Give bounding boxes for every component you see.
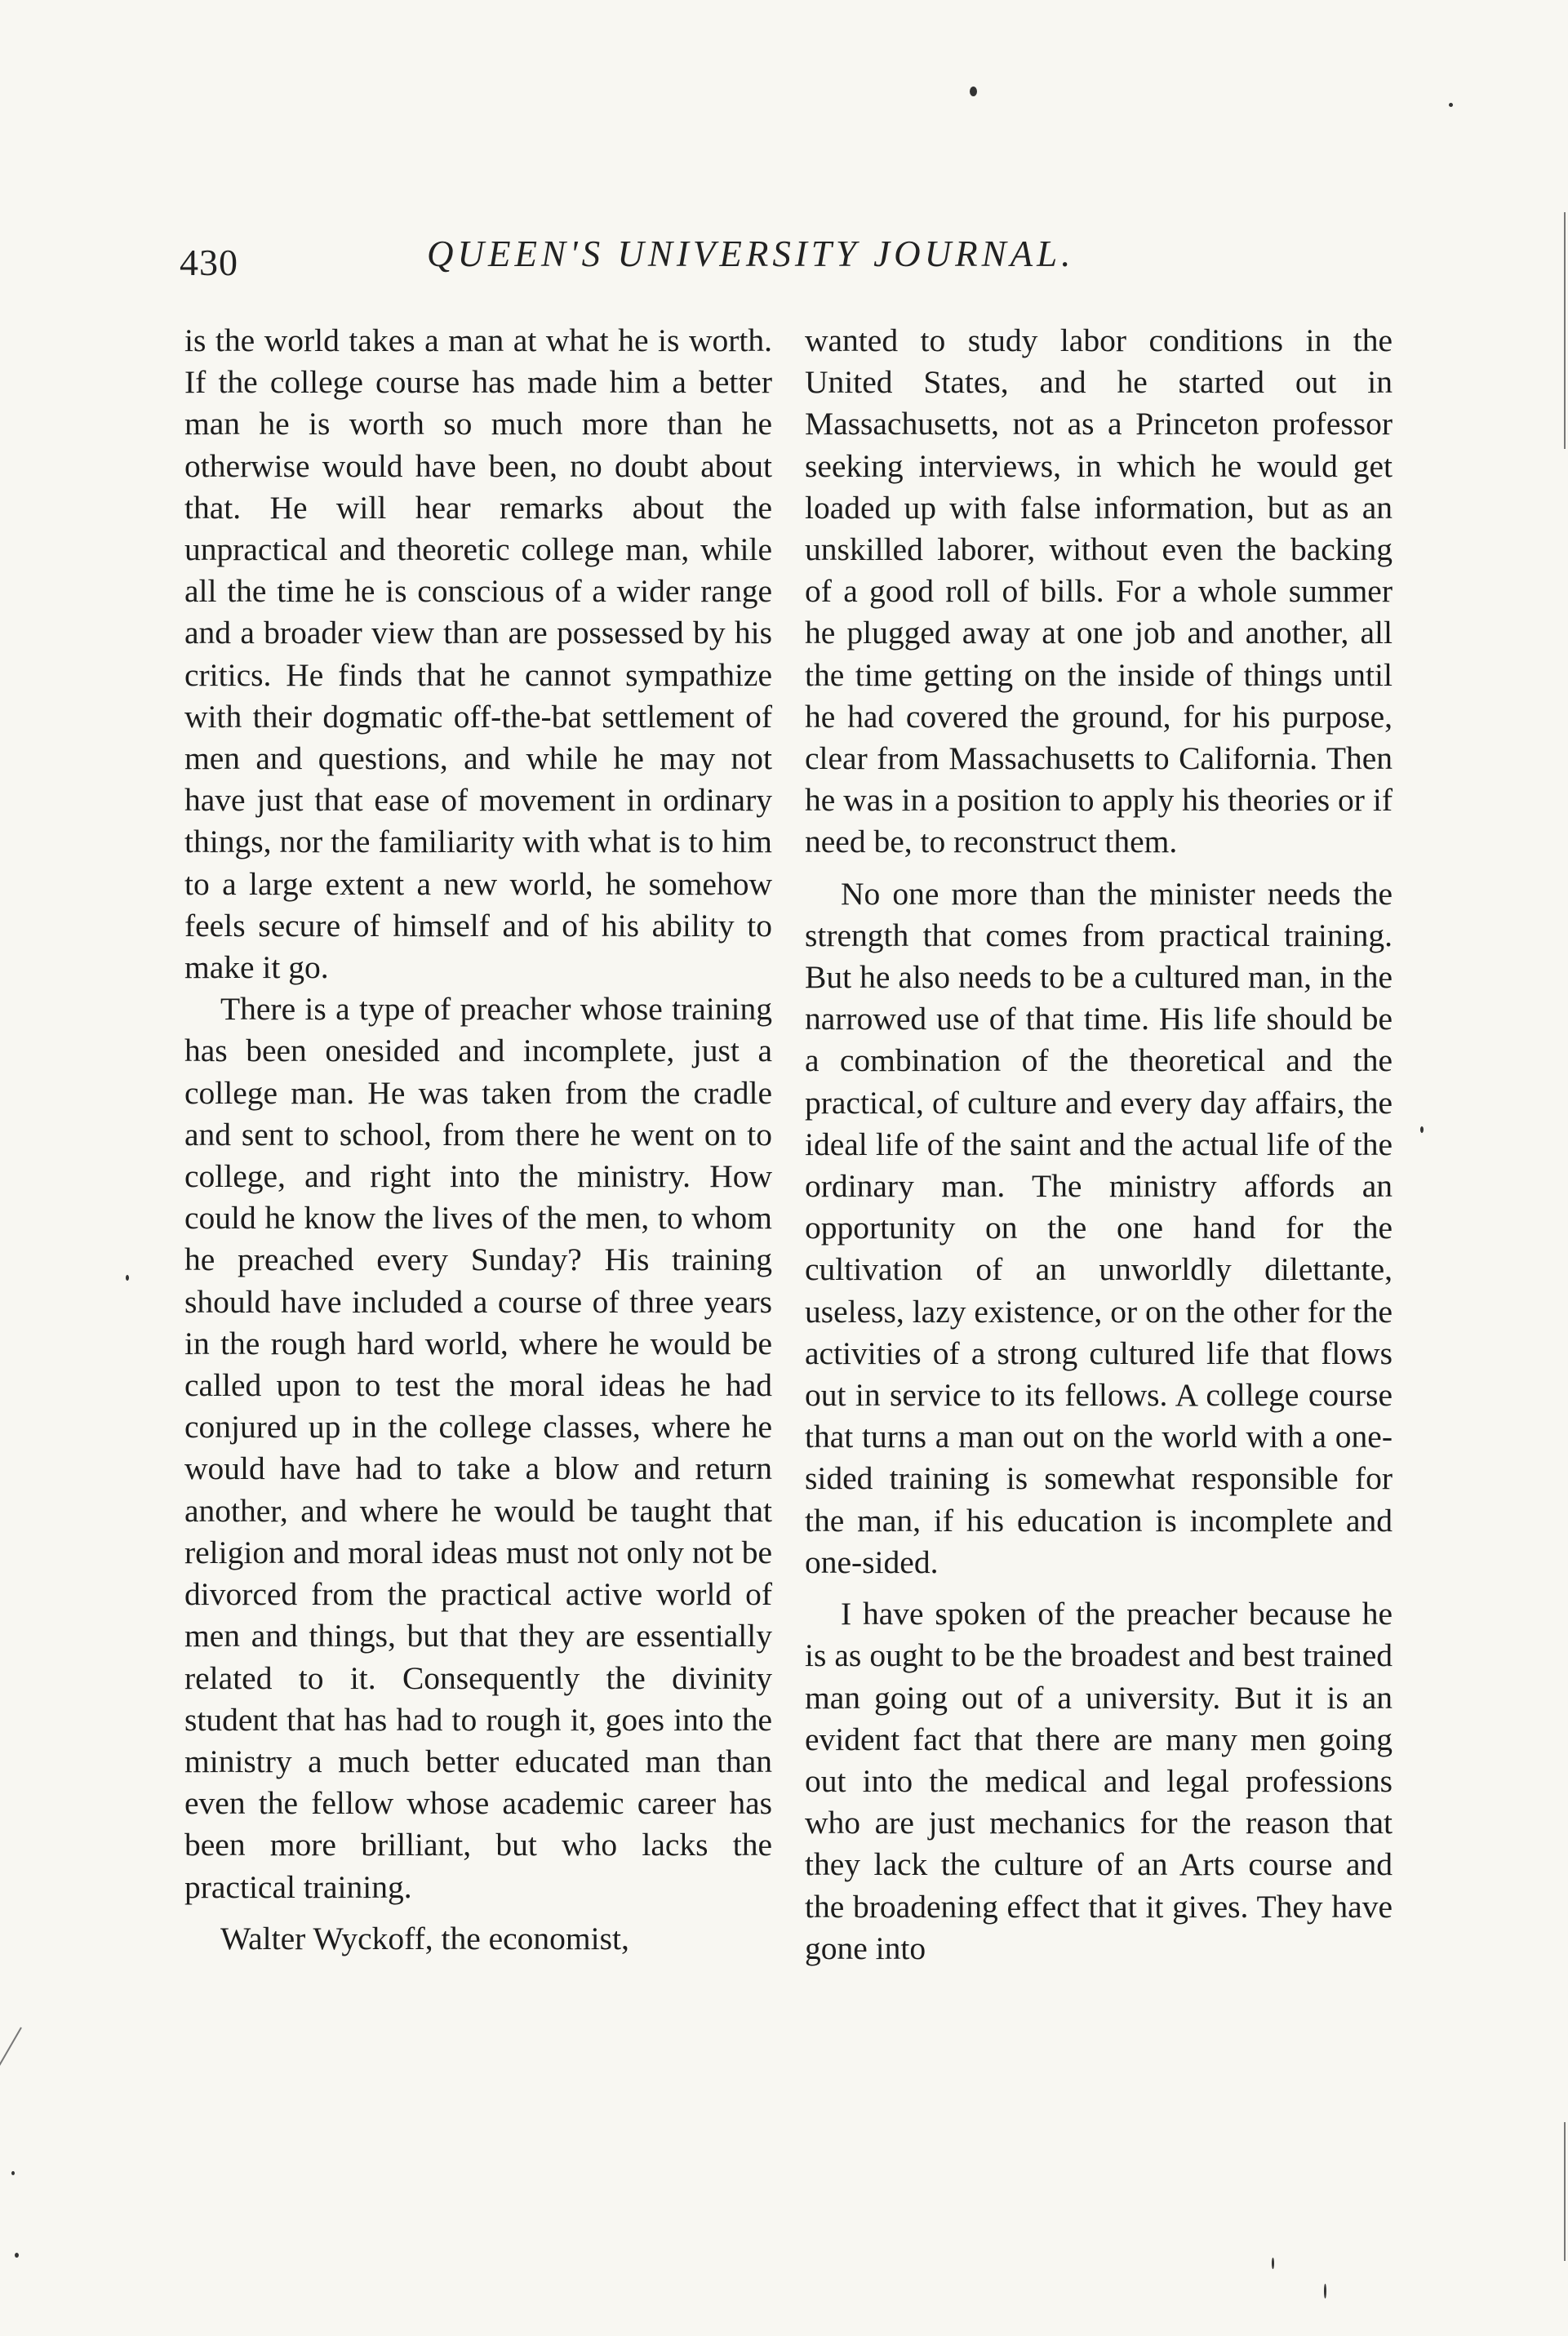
scan-speck — [11, 2171, 15, 2175]
scan-speck — [15, 2253, 19, 2258]
scan-speck — [1420, 1126, 1424, 1133]
scan-edge-line — [1564, 212, 1566, 449]
scan-speck — [126, 1275, 129, 1281]
right-paragraph-1: wanted to study labor conditions in the United States, and he started out in Massachusetts, not as a Princeton professor seeking interviews, in which he would get loaded up with false information, but as an unskilled laborer, without even the backing of a good roll of bills. For a whole summer he plugged away at one job and another, all the time getting on the inside of things until he had covered the ground, for his purpose, clear from Massachusetts to California. Then he was in a position to apply his theories or if need be, to reconstruct them. — [805, 322, 1393, 860]
right-paragraph-2: No one more than the minister needs the strength that comes from practical training. But he also needs to be a cultured man, in the narrowed use of that time. His life should be a combination of the theoretical and the practical, of culture and every day affairs, the ideal life of the saint and the actual life of the ordinary man. The ministry affords an opportunity on the one hand for the cultivation of an unworldly dilettante, useless, lazy existence, or on the other for the activities of a strong cultured life that flows out in service to its fellows. A college course that turns a man out on the world with a one-sided training is somewhat responsible for the man, if his education is incomplete and one-sided. — [805, 875, 1393, 1580]
right-column — [805, 320, 1393, 1970]
scan-speck — [1449, 103, 1453, 107]
left-paragraph-1: is the world takes a man at what he is worth. If the college course has made him a better man he is worth so much more than he otherwise would have been, no doubt about that. He will hear remarks about the unpractical and theoretic college man, while all the time he is conscious of a wider range and a broader view than are possessed by his critics. He finds that he cannot sympathize with their dogmatic off-the-bat settlement of men and questions, and while he may not have just that ease of movement in ordinary things, nor the familiarity with what is to him to a large extent a new world, he somehow feels secure of himself and of his ability to make it go. — [184, 322, 772, 986]
scan-speck — [1324, 2284, 1326, 2298]
left-paragraph-3: Walter Wyckoff, the economist, — [220, 1920, 629, 1956]
page-number: 430 — [180, 242, 238, 283]
left-paragraph-2: There is a type of preacher whose training has been onesided and incomplete, just a college man. He was taken from the cradle and sent to school, from there he went on to college, and right into the ministry. How could he know the lives of the men, to whom he preached every Sunday? His training should have included a course of three years in the rough hard world, where he would be called upon to test the moral ideas he had conjured up in the college classes, where he would have had to take a blow and return another, and where he would be taught that religion and moral ideas must not only not be divorced from the practical active world of men and things, but that they are essentially related to it. Consequently the divinity student that has had to rough it, goes into the ministry a much better educated man than even the fellow whose academic career has been more brilliant, but who lacks the practical training. — [184, 991, 772, 1905]
left-column — [184, 320, 772, 1960]
scan-edge-line — [0, 2027, 22, 2071]
page-header — [180, 233, 1388, 290]
scan-speck — [970, 87, 977, 96]
scan-speck — [1272, 2258, 1274, 2269]
running-title: QUEEN'S UNIVERSITY JOURNAL. — [427, 233, 1075, 274]
right-paragraph-3: I have spoken of the preacher because he is as ought to be the broadest and best trained man going out of a university. But it is an evident fact that there are many men going out into the medical and legal professions who are just mechanics for the reason that they lack the culture of an Arts course and the broadening effect that it gives. They have gone into — [805, 1596, 1393, 1966]
scan-edge-line — [1564, 2122, 1566, 2261]
